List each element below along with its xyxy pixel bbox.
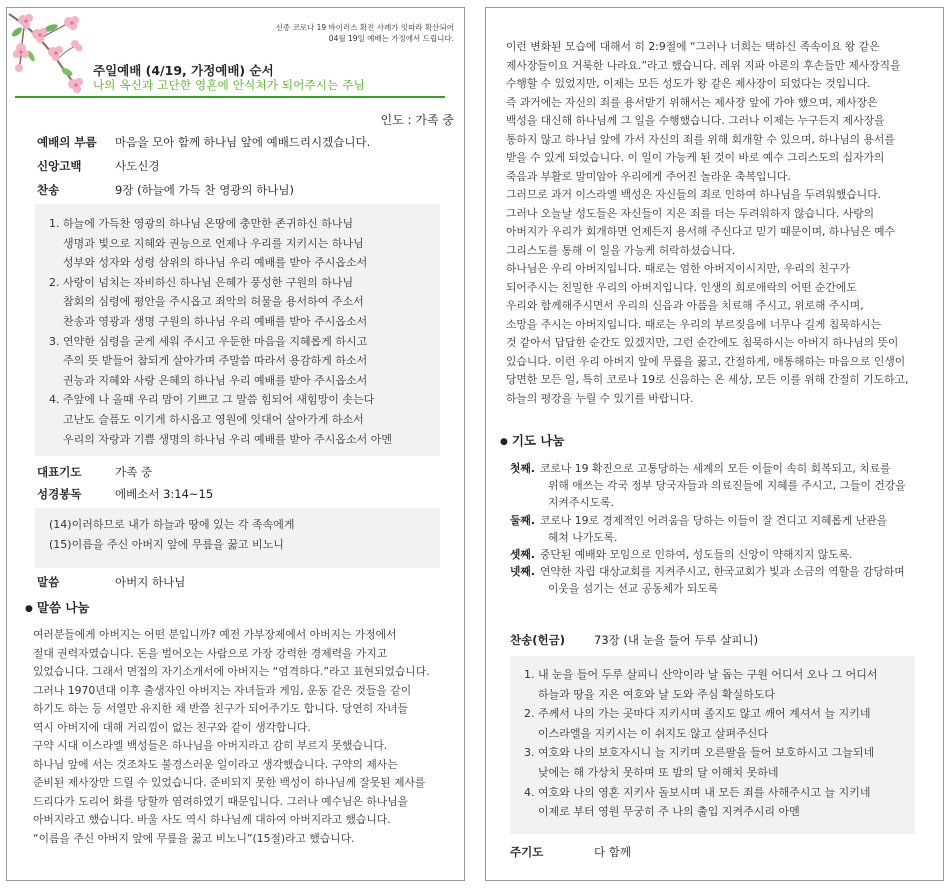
service-title: 주일예배 (4/19, 가정예배) 순서: [93, 63, 274, 78]
order-value: 다 함께: [594, 845, 631, 859]
hymn-line: 1. 하늘에 가득찬 영광의 하나님 온땅에 충만한 존귀하신 하나님: [49, 217, 354, 230]
sermon-line: “이름을 주신 아버지 앞에 무릎을 꿇고 비노니”(15절)라고 했습니다.: [33, 831, 355, 845]
sermon-line: 절대 권력자였습니다. 돈을 벌어오는 사람으로 가장 강력한 경제력을 가지고: [33, 646, 388, 660]
sermon-line: 역시 아버지에 대해 거리낌이 없는 친구와 같이 생각합니다.: [33, 720, 311, 734]
sermon-line: 하늘의 평강을 누릴 수 있기를 바랍니다.: [506, 391, 694, 405]
order-value: 사도신경: [115, 159, 160, 173]
sermon-line: 하기도 하는 등 서열만 유지한 채 반쯤 친구가 되어주기도 합니다. 당연히 자녀들: [33, 702, 408, 715]
sermon-line: 있습니다. 이런 우리 아버지 앞에 무릎을 꿇고, 간절하게, 애통해하는 마음으로 인생이: [506, 354, 906, 368]
order-value: 에베소서 3:14~15: [115, 487, 214, 501]
hymn-line: 우리의 자랑과 기쁨 생명의 하나님 우리 예배를 받아 주시옵소서 아멘: [63, 432, 392, 446]
order-call-to-worship: [37, 134, 370, 150]
order-label: 말씀: [37, 575, 60, 589]
sermon-line: 그리스도를 통해 이 일을 가능케 허락하셨습니다.: [506, 243, 736, 257]
prayer-line: 지켜주시도록.: [548, 496, 615, 510]
hymn-line: 낮에는 해 가상치 못하며 또 밤의 달 이해치 못하네: [538, 765, 779, 779]
prayer-item-label: 넷째.: [510, 565, 535, 579]
order-value: 가족 중: [115, 465, 152, 479]
order-label: 신앙고백: [37, 159, 82, 173]
prayer-item-label: 첫째.: [510, 462, 535, 475]
hymn-line: 주의 뜻 받들어 참되게 살아가며 주말씀 따라서 용감하게 하소서: [63, 354, 368, 368]
order-label: 예배의 부름: [37, 135, 97, 149]
order-label: 찬송(헌금): [510, 633, 565, 647]
bullet-icon: ●: [500, 437, 508, 447]
notice-line: 신종 코로나 19 바이러스 확진 사례가 잇따라 확산되어: [275, 23, 454, 32]
order-value: 73장 (내 눈을 들어 두루 살피니): [594, 633, 759, 647]
order-hymn: [37, 182, 294, 198]
hymn-line: 3. 여호와 나의 보호자시니 늘 지키며 오른팔을 들어 보호하시고 그늘되네: [524, 746, 875, 760]
hymn-line: 4. 주앞에 나 올때 우리 맘이 기쁘고 그 말씀 힘되어 새힘망이 솟는다: [49, 393, 375, 407]
sermon-line: 드리다가 도리어 화를 당할까 염려하였기 때문입니다. 그러나 예수님은 하나님을: [33, 794, 409, 808]
sermon-line: 받을 수 있게 되었습니다. 이 일이 가능케 된 것이 바로 예수 그리스도의 십자가의: [506, 151, 885, 164]
sermon-sharing-heading: [25, 598, 90, 616]
sermon-line: 아버지라고 했습니다. 바울 사도 역시 하나님께 대하여 아버지라고 했습니다.: [33, 813, 391, 826]
hymn-line: 생명과 빛으로 지혜와 권능으로 언제나 우리를 지키시는 하나님: [63, 236, 364, 250]
order-value: 아버지 하나님: [115, 575, 186, 589]
prayer-line: 위해 애쓰는 각국 정부 당국자들과 의료진들에 지혜를 주시고, 그들이 건강을: [548, 479, 906, 493]
prayer-line: 이웃을 섬기는 선교 공동체가 되도록: [548, 582, 719, 596]
scripture-line: (14)이러하므로 내가 하늘과 땅에 있는 각 족속에게: [49, 518, 295, 531]
sermon-line: 죽음과 부활로 말미암아 우리에게 주어진 놀라운 축복입니다.: [506, 169, 791, 183]
hymn-line: 1. 내 눈을 들어 두루 살피니 산악이라 날 돕는 구원 어디서 오나 그 어디서: [524, 668, 878, 681]
section-title: 기도 나눔: [511, 433, 565, 448]
sermon-line: 이런 변화된 모습에 대해서 히 2:9절에 “그러나 너희는 택하신 족속이요 왕 같은: [506, 40, 880, 53]
prayer-line: 연약한 자립 대상교회를 지켜주시고, 한국교회가 빛과 소금의 역할을 감당하며: [540, 565, 905, 579]
prayer-sharing-heading: [500, 431, 565, 449]
hymn-line: 2. 주께서 나의 가는 곳마다 지키시며 졸지도 않고 깨어 계셔서 늘 지키네: [524, 707, 871, 721]
sermon-line: 여러분들에게 아버지는 어떤 분입니까? 예전 가부장제에서 아버지는 가정에서: [33, 628, 397, 641]
order-offering-hymn: [510, 632, 758, 648]
hymn-line: 이제로 부터 영원 무궁히 주 나의 출입 지켜주시리 아멘: [538, 805, 800, 819]
offering-hymn-lyrics-box: [510, 656, 915, 834]
sermon-text-left: [33, 626, 430, 848]
covid-notice: [276, 22, 454, 44]
sermon-line: 되어주시는 친밀한 우리의 아버지입니다. 인생의 희로애락의 어떤 순간에도: [506, 280, 857, 294]
sermon-line: 제사장들이요 거룩한 나라요.”라고 했습니다. 레위 지파 아론의 후손들만 제사장직을: [506, 58, 901, 72]
prayer-line: 코로나 19 확진으로 고통당하는 세계의 모든 이들이 속히 회복되고, 치료를: [540, 462, 891, 475]
order-label: 찬송: [37, 183, 60, 197]
hymn-line: 권능과 지혜와 사랑 은혜의 하나님 우리 예배를 받아 주시옵소서: [63, 373, 368, 387]
prayer-line: 헤쳐 나가도록.: [548, 530, 618, 544]
bulletin-page-left: [6, 7, 465, 881]
prayer-item-label: 셋째.: [510, 548, 535, 562]
prayer-item: [510, 563, 930, 597]
prayer-list: [510, 460, 930, 598]
order-label: 성경봉독: [37, 487, 82, 501]
header-divider: [15, 96, 445, 98]
bulletin-page-right: [485, 7, 944, 881]
prayer-item-label: 둘째.: [510, 513, 535, 527]
sermon-line: 준비된 제사장만 드릴 수 있었습니다. 준비되지 못한 백성이 하나님께 잘못된 제사를: [33, 776, 426, 789]
sermon-line: 것 같아서 답답한 순간도 있겠지만, 그런 순간에도 침묵하시는 아버지 하나님의 뜻이: [506, 336, 899, 349]
order-value: 마음을 모아 함께 하나님 앞에 예배드리시겠습니다.: [115, 135, 371, 149]
prayer-line: 코로나 19로 경제적인 어려움을 당하는 이들이 잘 견디고 지혜롭게 난관을: [540, 513, 888, 527]
order-label: 대표기도: [37, 465, 82, 479]
sermon-line: 하나님 앞에 서는 것조차도 불경스러운 일이라고 생각했습니다. 구약의 제사는: [33, 757, 398, 771]
order-representative-prayer: [37, 464, 152, 480]
sermon-text-right: [506, 38, 908, 408]
service-leader: 인도 : 가족 중: [380, 113, 454, 127]
sermon-line: 즉 과거에는 자신의 죄를 용서받기 위해서는 제사장 앞에 가야 했으며, 제사장은: [506, 95, 878, 109]
scripture-box: [35, 508, 440, 568]
prayer-line: 중단된 예배와 모임으로 인하여, 성도들의 신앙이 약해지지 않도록.: [540, 548, 853, 562]
sermon-line: 아버지가 우리가 회개하면 언제든지 용서해 주신다고 믿기 때문이며, 하나님은 예수: [506, 225, 895, 238]
prayer-item: [510, 512, 930, 546]
hymn-line: 4. 여호와 나의 영혼 지키사 돌보시며 내 모든 죄를 사해주시고 늘 지키네: [524, 785, 871, 799]
hymn-line: 성부와 성자와 성령 삼위의 하나님 우리 예배를 받아 주시옵소서: [63, 256, 368, 270]
order-scripture-reading: [37, 486, 213, 502]
hymn-lyrics-box: [35, 204, 440, 456]
sermon-line: 구약 시대 이스라엘 백성들은 하나님을 아버지라고 감히 부르지 못했습니다.: [33, 739, 388, 752]
sermon-line: 그러나 1970년대 이후 출생자인 아버지는 자녀들과 게임, 운동 같은 것들을 같이: [33, 683, 412, 697]
prayer-item: [510, 460, 930, 512]
hymn-line: 고난도 슬픔도 이기게 하시옵고 영원에 잇대어 살아가게 하소서: [63, 412, 364, 426]
scripture-line: (15)이름을 주신 아버지 앞에 무릎을 꿇고 비노니: [49, 537, 284, 551]
sermon-line: 하나님은 우리 아버지입니다. 때로는 엄한 아버지이시지만, 우리의 친구가: [506, 262, 850, 275]
sermon-line: 우리와 함께해주시면서 우리의 신음과 아픔을 치료해 주시고, 위로해 주시며,: [506, 299, 864, 312]
order-label: 주기도: [510, 845, 544, 859]
bullet-icon: ●: [25, 604, 33, 614]
cherry-blossom-illustration: [7, 8, 102, 103]
hymn-line: 2. 사랑이 넘치는 자비하신 하나님 은혜가 풍성한 구원의 하나님: [49, 275, 354, 289]
service-theme: 나의 옥신과 고단한 영혼에 안식처가 되어주시는 주님: [93, 78, 365, 92]
hymn-line: 하늘과 땅을 지은 여호와 날 도와 주심 확실하도다: [538, 687, 775, 701]
hymn-line: 3. 연약한 심령을 굳게 세워 주시고 우둔한 마음을 지혜롭게 하시고: [49, 334, 368, 348]
order-sermon: [37, 574, 185, 590]
hymn-line: 이스라엘을 지키시는 이 쉬지도 않고 살펴주신다: [538, 726, 769, 740]
sermon-line: 소망을 주시는 아버지입니다. 때로는 우리의 부르짖음에 너무나 길게 침묵하시는: [506, 317, 882, 331]
notice-line: 04월 19일 예배는 가정에서 드립니다.: [328, 34, 454, 43]
section-title: 말씀 나눔: [36, 600, 90, 615]
sermon-line: 수행할 수 있었지만, 이제는 모든 성도가 왕 같은 제사장이 되었다는 것입니다.: [506, 77, 871, 90]
order-creed: [37, 158, 159, 174]
sermon-line: 그러나 오늘날 성도들은 자신들이 지은 죄를 더는 두려워하지 않습니다. 사랑의: [506, 206, 875, 220]
sermon-line: 있었습니다. 그래서 면접의 자기소개서에 아버지는 “엄격하다.”라고 표현되었습니다.: [33, 665, 430, 678]
sermon-line: 그러므로 과거 이스라엘 백성은 자신들의 죄로 인하여 하나님을 두려워했습니다.: [506, 188, 882, 201]
order-lords-prayer: [510, 844, 631, 860]
sermon-line: 당면한 모든 일, 특히 코로나 19로 신음하는 온 세상, 모든 이를 위해 간절히 기도하고,: [506, 373, 909, 386]
sermon-line: 백성을 대신해 하나님께 그 일을 수행했습니다. 그러나 이제는 누구든지 제사장을: [506, 114, 885, 127]
prayer-item: [510, 546, 930, 563]
sermon-line: 통하지 않고 하나님 앞에 가서 자신의 죄를 위해 회개할 수 있으며, 하나님의 용서를: [506, 132, 895, 146]
hymn-line: 참회의 심령에 평안을 주시옵고 죄악의 허물을 용서하여 주소서: [63, 295, 364, 309]
hymn-line: 찬송과 영광과 생명 구원의 하나님 우리 예배를 받아 주시옵소서: [63, 314, 368, 328]
order-value: 9장 (하늘에 가득 찬 영광의 하나님): [115, 183, 294, 197]
